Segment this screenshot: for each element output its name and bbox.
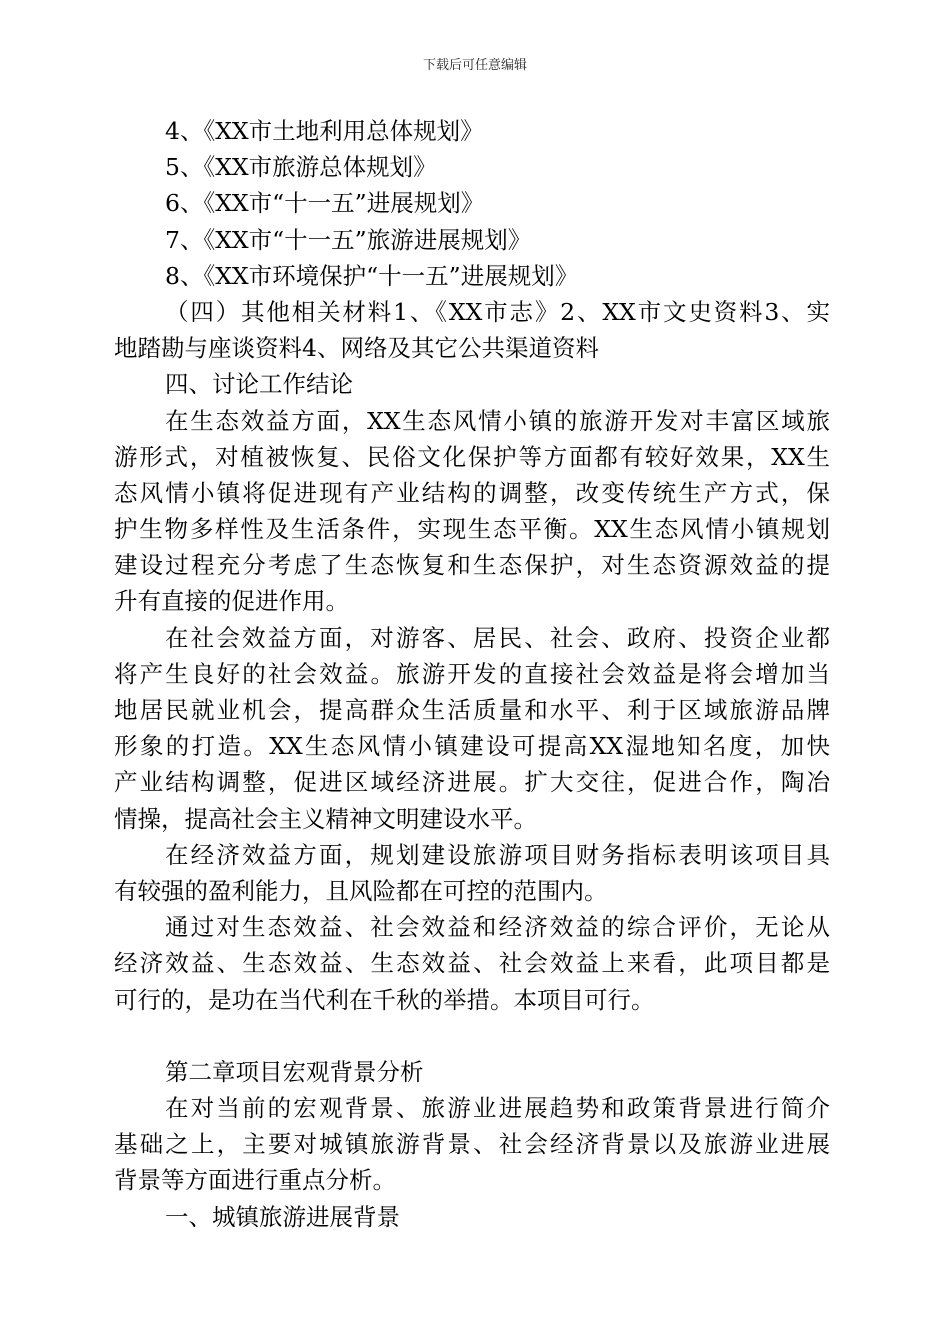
text-line: 地居民就业机会，提高群众生活质量和水平、利于区域旅游品牌: [114, 696, 830, 724]
text-line: 护生物多样性及生活条件，实现生态平衡。XX生态风情小镇规划: [114, 515, 830, 544]
text-line: 建设过程充分考虑了生态恢复和生态保护，对生态资源效益的提: [114, 551, 830, 580]
text-line: 4、《XX市土地利用总体规划》: [165, 117, 484, 145]
text-line: 游形式，对植被恢复、民俗文化保护等方面都有较好效果，XX生: [114, 442, 830, 471]
text-line: 地踏勘与座谈资料4、网络及其它公共渠道资料: [114, 334, 599, 363]
text-line: 形象的打造。XX生态风情小镇建设可提高XX湿地知名度，加快: [114, 732, 830, 761]
page-header: 下载后可任意编辑: [422, 58, 527, 73]
text-line: 态风情小镇将促进现有产业结构的调整，改变传统生产方式，保: [114, 478, 830, 507]
text-line: 将产生良好的社会效益。旅游开发的直接社会效益是将会增加当: [114, 659, 830, 688]
document-body: [114, 113, 830, 1235]
text-line: 在经济效益方面，规划建设旅游项目财务指标表明该项目具: [165, 840, 830, 869]
text-line: 有较强的盈利能力，且风险都在可控的范围内。: [114, 876, 608, 905]
text-line: 在社会效益方面，对游客、居民、社会、政府、投资企业都: [165, 623, 830, 652]
text-line: 背景等方面进行重点分析。: [114, 1166, 396, 1195]
text-line: 7、《XX市“十一五”旅游进展规划》: [165, 225, 532, 254]
text-line: 产业结构调整，促进区域经济进展。扩大交往，促进合作，陶冶: [114, 768, 830, 797]
text-line: （四）其他相关材料1、《XX市志》2、XX市文史资料3、实: [165, 297, 830, 326]
text-line: 情操，提高社会主义精神文明建设水平。: [114, 804, 537, 833]
text-line: 在对当前的宏观背景、旅游业进展趋势和政策背景进行简介: [165, 1094, 830, 1123]
blank-line: [114, 1018, 830, 1054]
text-line: 在生态效益方面，XX生态风情小镇的旅游开发对丰富区域旅: [165, 406, 830, 435]
text-line: 经济效益、生态效益、生态效益、社会效益上来看，此项目都是: [114, 949, 830, 978]
text-line: 一、城镇旅游进展背景: [165, 1202, 400, 1231]
text-line: 8、《XX市环境保护“十一五”进展规划》: [165, 261, 579, 290]
text-line: 第二章项目宏观背景分析: [165, 1057, 424, 1086]
text-line: 基础之上，主要对城镇旅游背景、社会经济背景以及旅游业进展: [114, 1130, 830, 1159]
text-line: 5、《XX市旅游总体规划》: [165, 153, 437, 182]
text-line: 可行的，是功在当代利在千秋的举措。本项目可行。: [114, 985, 655, 1014]
text-line: 6、《XX市“十一五”进展规划》: [165, 189, 485, 218]
text-line: 四、讨论工作结论: [165, 370, 353, 399]
text-line: 通过对生态效益、社会效益和经济效益的综合评价，无论从: [165, 913, 830, 942]
text-line: 升有直接的促进作用。: [114, 587, 349, 616]
